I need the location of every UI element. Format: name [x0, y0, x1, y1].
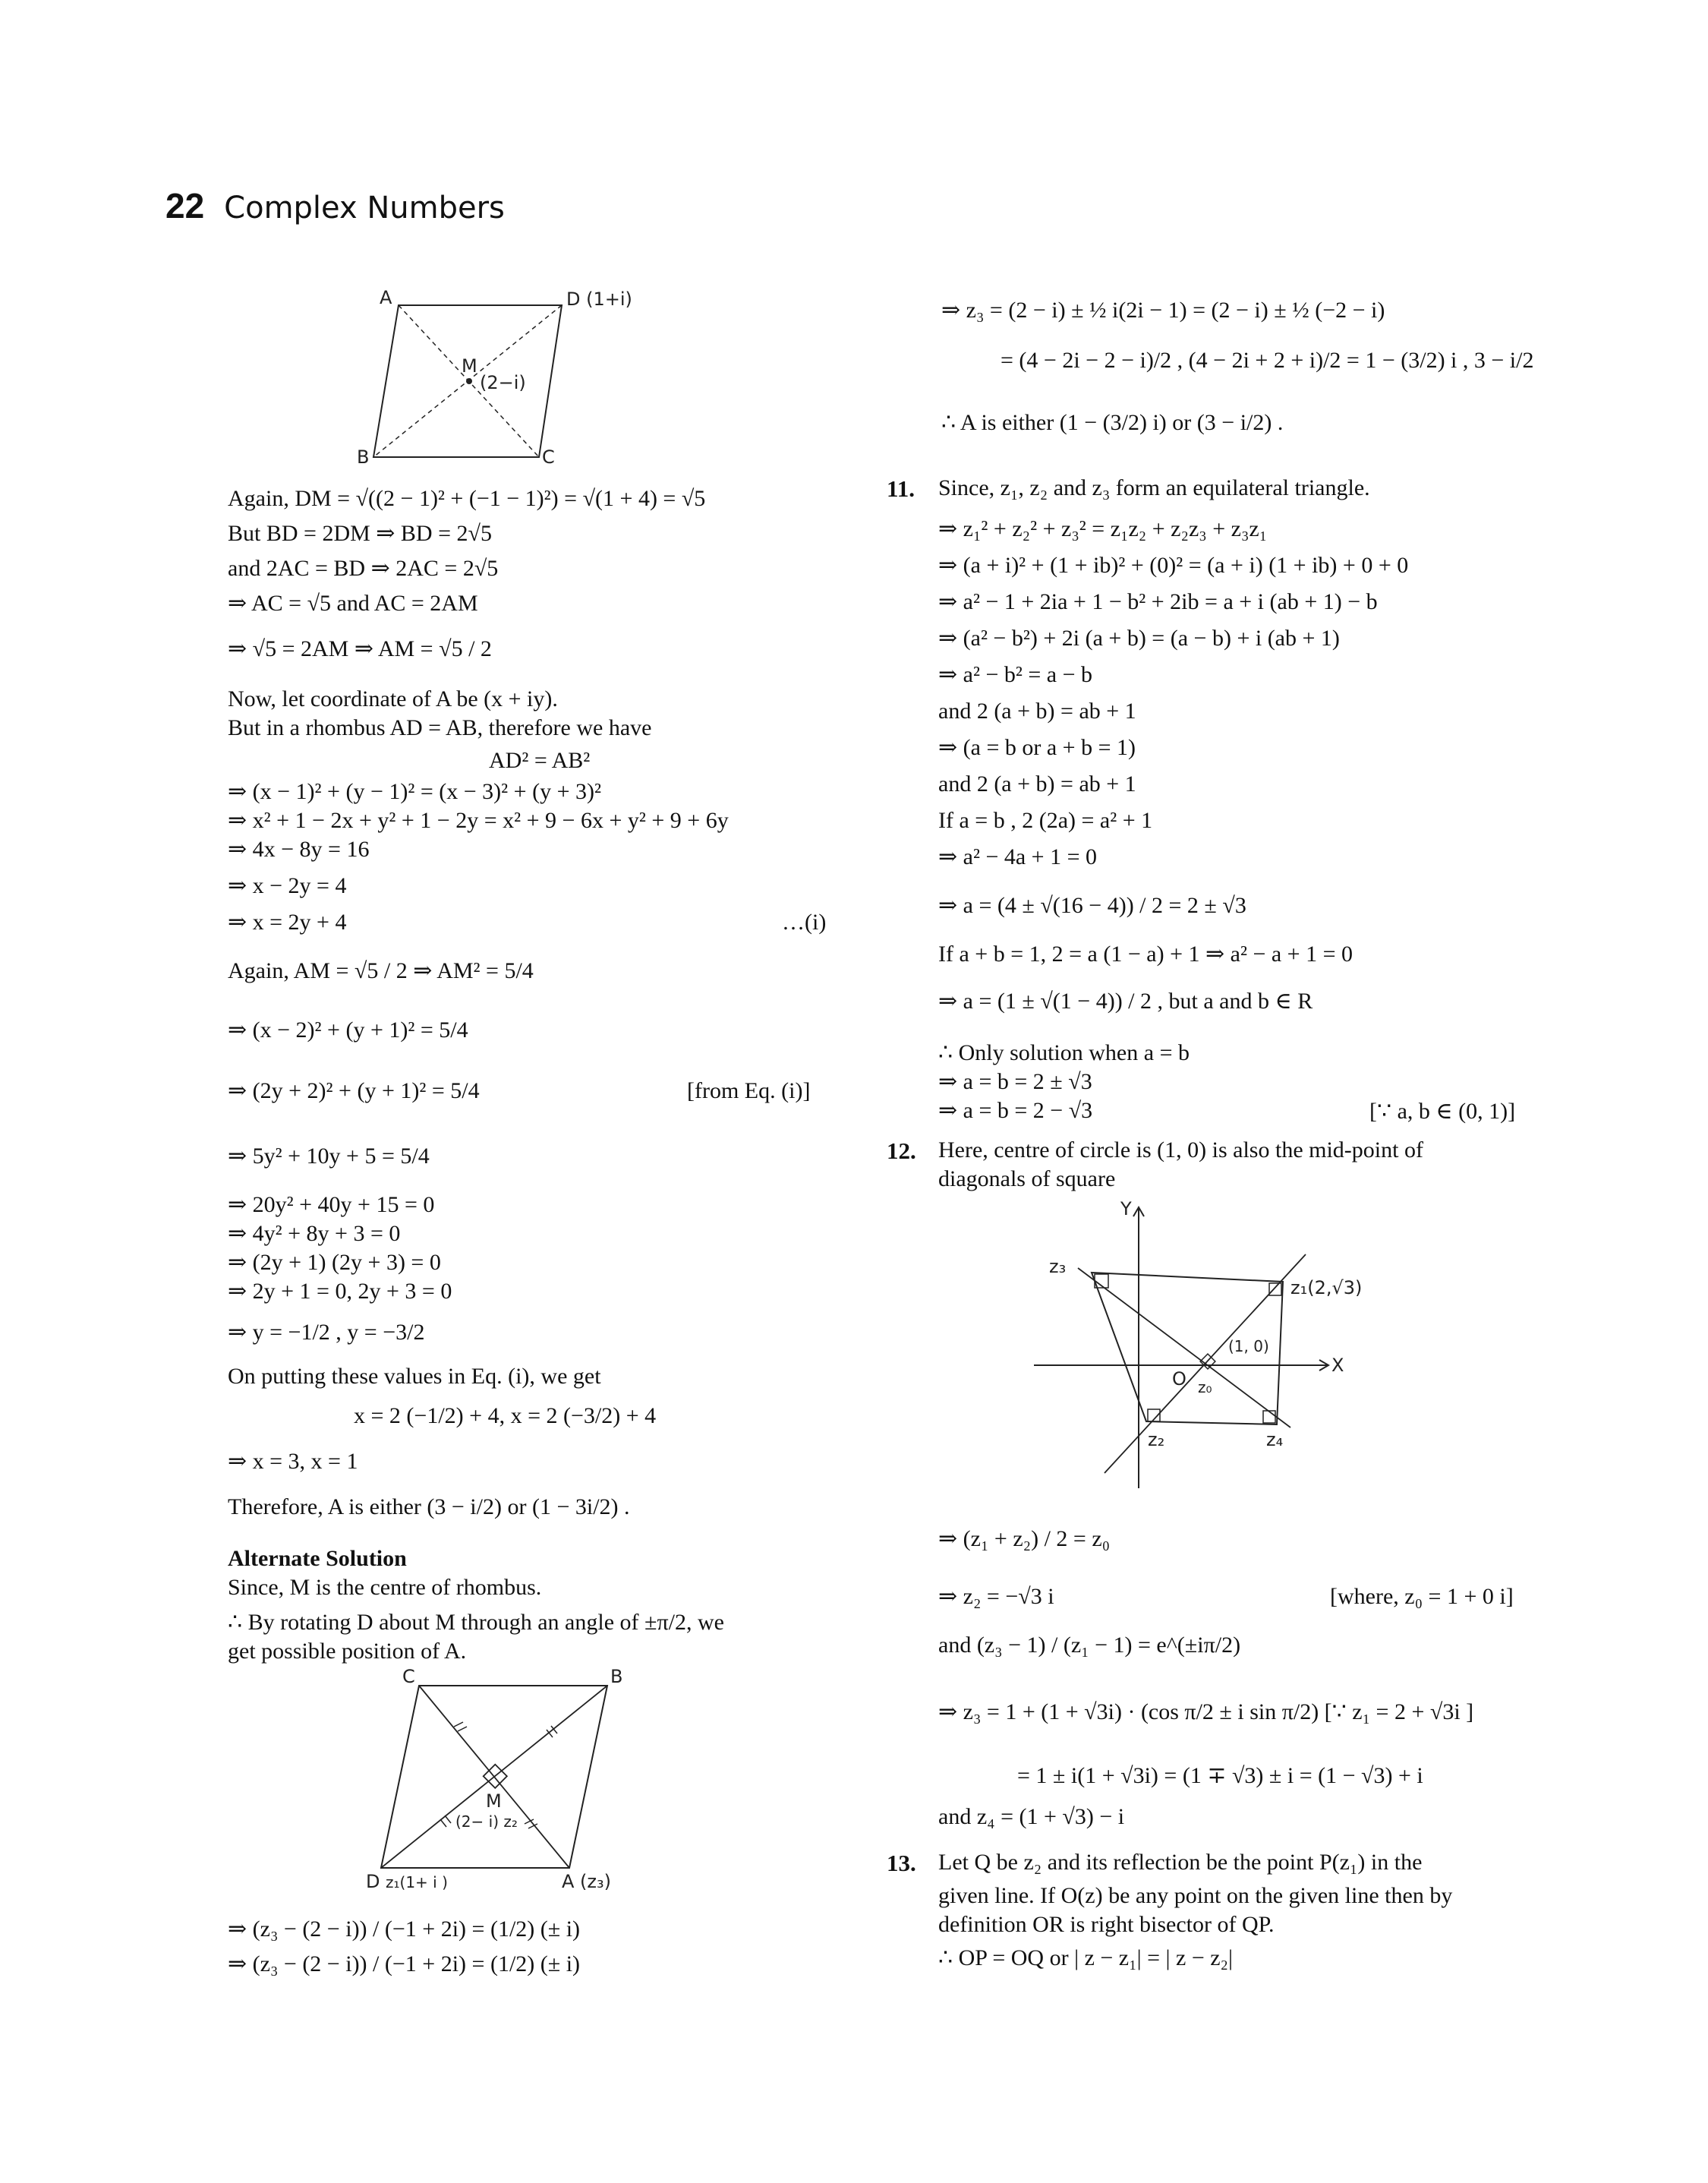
right-line-2: = (4 − 2i − 2 − i)/2 , (4 − 2i + 2 + i)/2 = 1 − (3/2) i , 3 − i/2 — [1001, 348, 1534, 373]
page-number: 22 — [165, 186, 205, 226]
right-line-3: ∴ A is either (1 − (3/2) i) or (3 − i/2) . — [941, 410, 1284, 435]
left-line-13: ⇒ x = 2y + 4 — [228, 910, 347, 935]
fig1-label-b: B — [357, 446, 370, 468]
left-line-14: Again, AM = √5 / 2 ⇒ AM² = 5/4 — [228, 958, 534, 983]
left-line-28: Since, M is the centre of rhombus. — [228, 1575, 542, 1600]
right-line-13: If a = b , 2 (2a) = a² + 1 — [938, 808, 1153, 833]
left-line-17: ⇒ 5y² + 10y + 5 = 5/4 — [228, 1144, 430, 1169]
problem-12-number: 12. — [887, 1137, 916, 1164]
right-line-1: ⇒ z₃ = (2 − i) ± ½ i(2i − 1) = (2 − i) ± ½ (−2 − i) — [941, 298, 1385, 323]
left-line-5: ⇒ √5 = 2AM ⇒ AM = √5 / 2 — [228, 636, 492, 661]
left-line-3: and 2AC = BD ⇒ 2AC = 2√5 — [228, 556, 499, 581]
left-line-8: AD² = AB² — [489, 748, 591, 773]
right-line-8: ⇒ (a² − b²) + 2i (a + b) = (a − b) + i (ab + 1) — [938, 626, 1340, 651]
right-line-21: Here, centre of circle is (1, 0) is also the mid-point of — [938, 1137, 1423, 1162]
fig3-label-centre: (1, 0) — [1228, 1337, 1269, 1355]
fig2-label-a: A (z₃) — [562, 1871, 611, 1892]
left-line-16: ⇒ (2y + 2)² + (y + 1)² = 5/4 — [228, 1078, 480, 1103]
right-line-14: ⇒ a² − 4a + 1 = 0 — [938, 844, 1098, 869]
right-line-22: diagonals of square — [938, 1166, 1116, 1191]
fig3-label-z3: z₃ — [1049, 1256, 1067, 1277]
right-line-15: ⇒ a = (4 ± √(16 − 4)) / 2 = 2 ± √3 — [938, 893, 1246, 918]
right-line-12: and 2 (a + b) = ab + 1 — [938, 771, 1136, 797]
left-line-29: ∴ By rotating D about M through an angle of ±π/2, we — [228, 1610, 724, 1635]
fig2-label-m: M — [486, 1790, 502, 1812]
left-line-26: Therefore, A is either (3 − i/2) or (1 − 3i/2) . — [228, 1494, 630, 1519]
right-line-16: If a + b = 1, 2 = a (1 − a) + 1 ⇒ a² − a + 1 = 0 — [938, 942, 1353, 967]
left-line-13-ref: …(i) — [782, 910, 827, 935]
fig3-label-z4: z₄ — [1266, 1429, 1284, 1450]
right-line-5: ⇒ z₁² + z₂² + z₃² = z₁z₂ + z₂z₃ + z₃z₁ — [938, 516, 1268, 541]
right-line-31: definition OR is right bisector of QP. — [938, 1912, 1275, 1937]
fig2-label-c: C — [402, 1666, 415, 1687]
left-line-1: Again, DM = √((2 − 1)² + (−1 − 1)²) = √(1 + 4) = √5 — [228, 486, 706, 511]
page-title: Complex Numbers — [224, 191, 505, 226]
right-line-27: = 1 ± i(1 + √3i) = (1 ∓ √3) ± i = (1 − √3) + i — [1017, 1763, 1423, 1788]
fig2-label-d-coord: z₁(1+ i ) — [386, 1873, 448, 1891]
right-line-7: ⇒ a² − 1 + 2ia + 1 − b² + 2ib = a + i (ab + 1) − b — [938, 589, 1378, 614]
left-line-12: ⇒ x − 2y = 4 — [228, 873, 347, 898]
right-line-9: ⇒ a² − b² = a − b — [938, 662, 1093, 687]
left-line-9: ⇒ (x − 1)² + (y − 1)² = (x − 3)² + (y + 3)² — [228, 779, 601, 804]
fig3-label-z2: z₂ — [1148, 1429, 1165, 1450]
problem-11-number: 11. — [887, 475, 915, 502]
fig2-label-b: B — [610, 1666, 623, 1687]
left-line-24: x = 2 (−1/2) + 4, x = 2 (−3/2) + 4 — [354, 1403, 657, 1428]
fig3-label-z1: z₁(2,√3) — [1290, 1277, 1363, 1298]
right-line-28: and z₄ = (1 + √3) − i — [938, 1804, 1125, 1829]
right-line-10: and 2 (a + b) = ab + 1 — [938, 699, 1136, 724]
left-line-31b: ⇒ (z₃ − (2 − i)) / (−1 + 2i) = (1/2) (± i) — [228, 1951, 581, 1976]
left-line-20: ⇒ (2y + 1) (2y + 3) = 0 — [228, 1250, 441, 1275]
left-line-2: But BD = 2DM ⇒ BD = 2√5 — [228, 521, 492, 546]
rhombus-figure-1 — [357, 289, 660, 471]
left-line-16-ref: [from Eq. (i)] — [687, 1078, 811, 1103]
problem-13-number: 13. — [887, 1850, 916, 1876]
right-line-25: and (z₃ − 1) / (z₁ − 1) = e^(±iπ/2) — [938, 1633, 1241, 1658]
left-line-6: Now, let coordinate of A be (x + iy). — [228, 686, 558, 711]
left-line-25: ⇒ x = 3, x = 1 — [228, 1449, 358, 1474]
left-line-23: On putting these values in Eq. (i), we get — [228, 1364, 601, 1389]
fig1-label-m: M — [462, 355, 477, 377]
left-line-18: ⇒ 20y² + 40y + 15 = 0 — [228, 1192, 435, 1217]
right-line-26: ⇒ z₃ = 1 + (1 + √3i) · (cos π/2 ± i sin π/2) [∵ z₁ = 2 + √3i ] — [938, 1699, 1474, 1724]
fig2-label-m-coord: (2− i) z₂ — [455, 1812, 518, 1831]
right-line-19: ⇒ a = b = 2 ± √3 — [938, 1069, 1092, 1094]
right-line-24: ⇒ z₂ = −√3 i — [938, 1584, 1054, 1609]
left-line-22: ⇒ y = −1/2 , y = −3/2 — [228, 1320, 425, 1345]
fig1-label-c: C — [542, 446, 555, 468]
right-line-17: ⇒ a = (1 ± √(1 − 4)) / 2 , but a and b ∈ R — [938, 989, 1313, 1014]
alternate-solution-heading: Alternate Solution — [228, 1546, 407, 1571]
fig3-label-x: X — [1331, 1355, 1344, 1376]
fig3-label-o: O — [1172, 1368, 1186, 1390]
right-line-23: ⇒ (z₁ + z₂) / 2 = z₀ — [938, 1526, 1111, 1551]
right-line-30: given line. If O(z) be any point on the given line then by — [938, 1883, 1453, 1908]
left-line-31a: ⇒ (z₃ − (2 − i)) / (−1 + 2i) = (1/2) (± i) — [228, 1916, 581, 1942]
page-header — [165, 185, 505, 226]
rhombus-figure-2 — [357, 1663, 676, 1898]
left-line-10: ⇒ x² + 1 − 2x + y² + 1 − 2y = x² + 9 − 6x + y² + 9 + 6y — [228, 808, 729, 833]
left-line-7: But in a rhombus AD = AB, therefore we have — [228, 715, 652, 740]
fig1-label-a: A — [380, 289, 392, 308]
left-line-30: get possible position of A. — [228, 1639, 467, 1664]
right-line-20-ref: [∵ a, b ∈ (0, 1)] — [1369, 1099, 1516, 1124]
right-line-20: ⇒ a = b = 2 − √3 — [938, 1098, 1093, 1123]
right-line-6: ⇒ (a + i)² + (1 + ib)² + (0)² = (a + i) (1 + ib) + 0 + 0 — [938, 553, 1409, 578]
left-line-11: ⇒ 4x − 8y = 16 — [228, 837, 370, 862]
right-line-11: ⇒ (a = b or a + b = 1) — [938, 735, 1136, 760]
fig3-label-z0: z₀ — [1198, 1378, 1212, 1396]
left-line-19: ⇒ 4y² + 8y + 3 = 0 — [228, 1221, 401, 1246]
fig1-label-d: D (1+i) — [566, 289, 632, 310]
right-line-24-ref: [where, z₀ = 1 + 0 i] — [1330, 1584, 1514, 1609]
right-line-29: Let Q be z₂ and its reflection be the point P(z₁) in the — [938, 1850, 1423, 1875]
fig2-label-d: D — [366, 1871, 380, 1892]
fig1-label-m-coord: (2−i) — [480, 372, 526, 393]
left-line-15: ⇒ (x − 2)² + (y + 1)² = 5/4 — [228, 1017, 468, 1043]
right-line-18: ∴ Only solution when a = b — [938, 1040, 1190, 1065]
right-line-32: ∴ OP = OQ or | z − z₁| = | z − z₂| — [938, 1945, 1234, 1970]
right-line-4: Since, z₁, z₂ and z₃ form an equilateral triangle. — [938, 475, 1370, 500]
square-figure-3 — [1025, 1200, 1404, 1496]
left-line-21: ⇒ 2y + 1 = 0, 2y + 3 = 0 — [228, 1279, 452, 1304]
left-line-4: ⇒ AC = √5 and AC = 2AM — [228, 591, 478, 616]
fig3-label-y: Y — [1120, 1200, 1132, 1219]
